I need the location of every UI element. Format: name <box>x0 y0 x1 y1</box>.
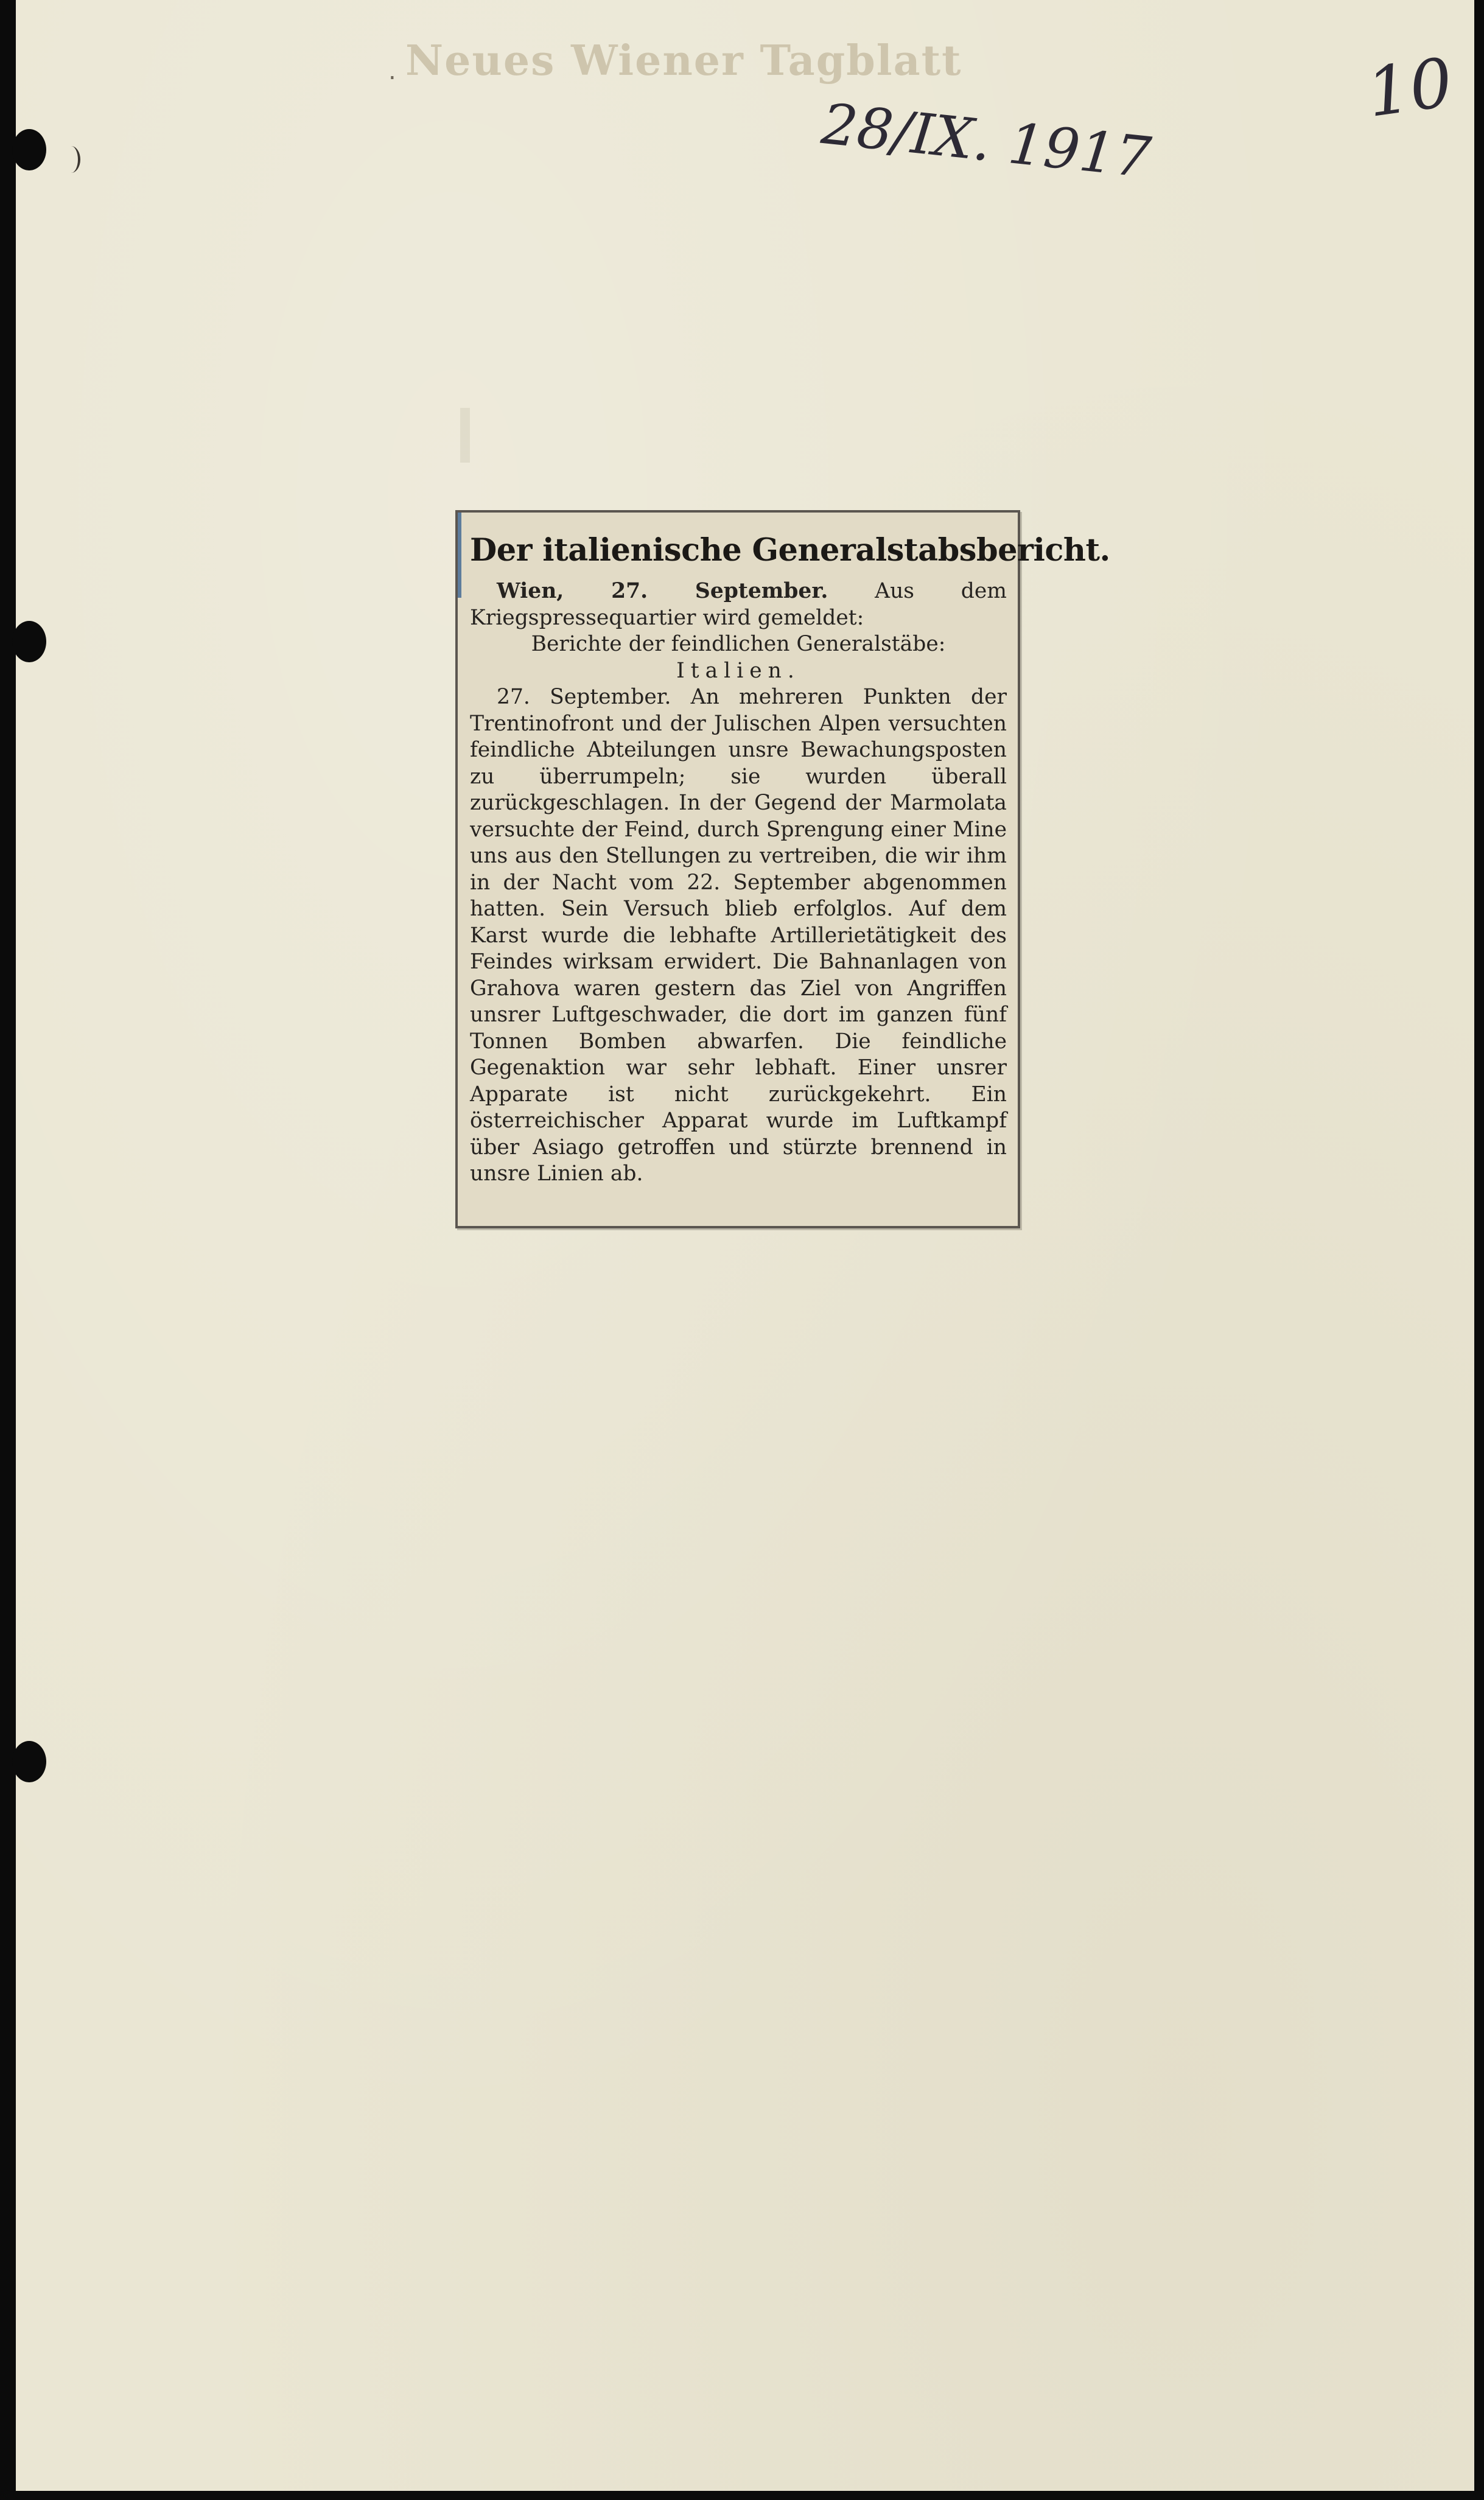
clipping-headline: Der italienische Generalstabsbericht. <box>470 532 1110 569</box>
handwritten-date: 28/IX. 1917 <box>818 91 1154 191</box>
newspaper-clipping <box>455 510 1110 1228</box>
clipping-reports-heading: Berichte der feindlichen Generalstäbe: <box>531 632 946 656</box>
clipping-intro-paragraph <box>470 578 1007 631</box>
clipping-intro: Aus dem Kriegspressequartier wird gemeldet: <box>470 579 1007 630</box>
stamp-dot: . <box>388 57 396 85</box>
clipping-edge-mark <box>458 513 461 598</box>
pencil-arc-mark <box>62 146 80 173</box>
clipping-body <box>470 578 1007 1188</box>
handwritten-page-number: 10 <box>1362 43 1458 133</box>
newspaper-stamp: Neues Wiener Tagblatt <box>405 37 962 85</box>
punch-hole-1 <box>12 129 46 170</box>
clipping-dateline: Wien, 27. September. <box>497 579 828 603</box>
faint-smudge <box>460 408 470 463</box>
clipping-report-text: 27. September. An mehreren Punkten der Trentinofront und der Julischen Alpen versuchten feindliche Abteilungen unsre Bewachungsposten zu überrumpeln; sie wurden überall zurückgeschlagen. In der Gegend der Marmolata versuchte der Feind, durch Sprengung einer Mine uns aus den Stellungen zu vertreiben, die wir ihm in der Nacht vom 22. September abgenommen hatten. Sein Versuch blieb erfolglos. Auf dem Karst wurde die lebhafte Artillerietätigkeit des Feindes wirksam erwidert. Die Bahnanlagen von Grahova waren gestern das Ziel von Angriffen unsrer Luftgeschwader, die dort im ganzen fünf Tonnen Bomben abwarfen. Die feindliche Gegenaktion war sehr lebhaft. Einer unsrer Apparate ist nicht zurückgekehrt. Ein österreichischer Apparat wurde im Luftkampf über Asiago getroffen und stürzte brennend in unsre Linien ab. <box>470 685 1007 1186</box>
punch-hole-2 <box>12 621 46 662</box>
punch-hole-3 <box>12 1741 46 1782</box>
clipping-country-heading: Italien. <box>676 658 800 683</box>
archive-sheet <box>16 0 1474 2491</box>
